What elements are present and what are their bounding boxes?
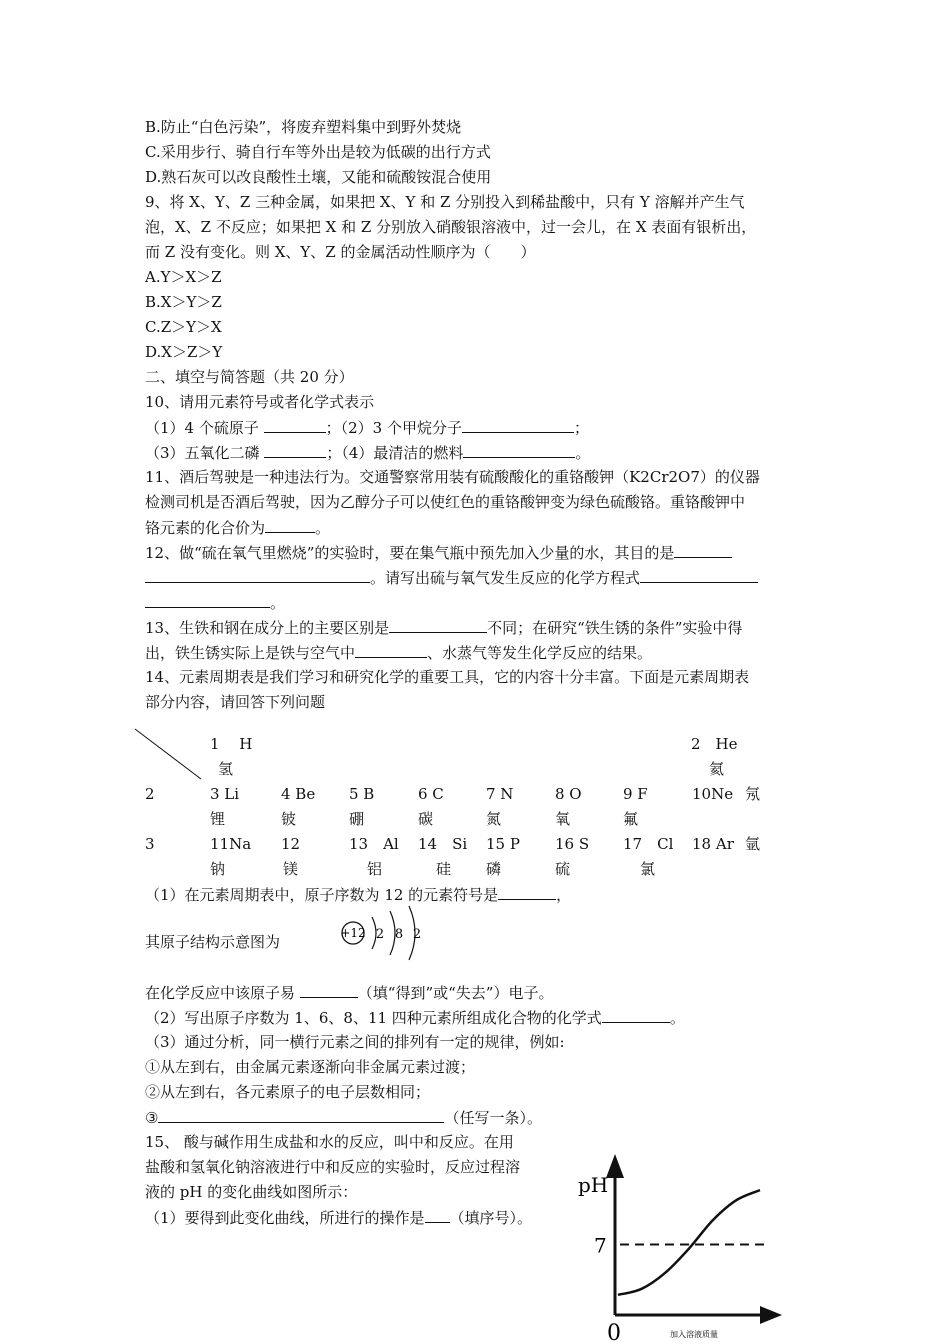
q15-line4-text: （1）要得到此变化曲线，所进行的操作是 bbox=[145, 1209, 425, 1227]
q10-part3-label: （3）五氧化二磷 bbox=[145, 444, 265, 462]
q10-punct1: ； bbox=[573, 419, 589, 437]
element-name: 氯 bbox=[640, 860, 656, 878]
q14-rule2: ②从左到右，各元素原子的电子层数相同； bbox=[145, 1083, 431, 1101]
element-symbol: 7 N bbox=[486, 785, 514, 803]
element-symbol: 18 Ar bbox=[692, 835, 734, 853]
q14-rule1: ①从左到右，由金属元素逐渐向非金属元素过渡； bbox=[145, 1058, 476, 1076]
element-he-symbol: 2 He bbox=[691, 735, 738, 753]
element-name: 铝 bbox=[367, 860, 383, 878]
element-name: 硅 bbox=[436, 860, 452, 878]
q11-line3 bbox=[145, 517, 330, 538]
q14-rule3 bbox=[145, 1107, 542, 1128]
q10-punct2: 。 bbox=[575, 444, 591, 462]
element-name: 硫 bbox=[555, 860, 571, 878]
q13-line1-text-b: 不同；在研究“铁生锈的条件”实验中得 bbox=[487, 619, 743, 637]
q14-part1-punct: ， bbox=[556, 886, 572, 904]
element-symbol: 6 C bbox=[418, 785, 444, 803]
q15-line1: 15、 酸与碱作用生成盐和水的反应，叫中和反应。在用 bbox=[145, 1133, 514, 1151]
q10-part2-label: ；（2）3 个甲烷分子 bbox=[325, 419, 462, 437]
section-title: 二、填空与简答题（共 20 分） bbox=[145, 368, 354, 386]
q14-blank1[interactable] bbox=[498, 884, 556, 900]
q10-blank3[interactable] bbox=[264, 442, 326, 458]
shell-count: 2 bbox=[412, 927, 422, 942]
q12-punct: 。 bbox=[270, 594, 286, 612]
q9-option-c: C.Z＞Y＞X bbox=[145, 318, 222, 336]
q13-line1 bbox=[145, 617, 742, 638]
q13-line2-text-b: 、水蒸气等发生化学反应的结果。 bbox=[427, 644, 653, 662]
q10-blank2[interactable] bbox=[462, 417, 574, 433]
q9-stem-line1: 9、将 X、Y、Z 三种金属，如果把 X、Y 和 Z 分别投入到稀盐酸中，只有 Y 溶解并产生气 bbox=[145, 193, 745, 211]
element-name: 镁 bbox=[283, 860, 299, 878]
element-name: 氖 bbox=[745, 785, 761, 803]
element-h-symbol: 1 H bbox=[210, 735, 253, 753]
q8-option-d: D.熟石灰可以改良酸性土壤，又能和硫酸铵混合使用 bbox=[145, 168, 492, 186]
element-name: 磷 bbox=[486, 860, 502, 878]
element-symbol: 17 Cl bbox=[623, 835, 674, 853]
element-h-name: 氢 bbox=[218, 760, 234, 778]
ph-curve-chart bbox=[570, 1150, 790, 1344]
ph-7-label: 7 bbox=[594, 1233, 607, 1258]
q13-line2 bbox=[145, 642, 652, 663]
q12-blank1[interactable] bbox=[674, 542, 732, 558]
q13-line1-text-a: 13、生铁和钢在成分上的主要区别是 bbox=[145, 619, 390, 637]
q15-line4-text-b: （填序号）。 bbox=[449, 1209, 533, 1227]
element-symbol: 5 B bbox=[349, 785, 375, 803]
shell-count: 8 bbox=[394, 927, 404, 942]
q13-blank1[interactable] bbox=[389, 617, 487, 633]
q11-line3-text: 铬元素的化合价为 bbox=[145, 519, 266, 537]
nucleus-label: +12 bbox=[340, 926, 366, 940]
element-symbol: 15 P bbox=[486, 835, 520, 853]
x-axis-label: 加入溶液质量 bbox=[670, 1330, 718, 1339]
q10-line2 bbox=[145, 442, 590, 463]
q10-line1 bbox=[145, 417, 589, 438]
element-symbol: 10Ne bbox=[692, 785, 734, 803]
element-name: 氧 bbox=[555, 810, 571, 828]
q14-rule3-marker: ③ bbox=[145, 1109, 159, 1127]
q9-stem-line2: 泡，X、Z 不反应；如果把 X 和 Z 分别放入硝酸银溶液中，过一会儿，在 X 表面有银析出， bbox=[145, 218, 757, 236]
q14-part1-text-c: （填“得到”或“失去”）电子。 bbox=[357, 984, 554, 1002]
q15-blank1[interactable] bbox=[425, 1207, 450, 1223]
q14-blank2[interactable] bbox=[300, 982, 358, 998]
q14-rule3-text: （任写一条）。 bbox=[444, 1109, 542, 1127]
q9-option-d: D.X＞Z＞Y bbox=[145, 343, 223, 361]
ph-curve-line bbox=[618, 1190, 760, 1295]
element-name: 硼 bbox=[349, 810, 365, 828]
q14-part2-punct: 。 bbox=[669, 1009, 685, 1027]
q9-option-a: A.Y＞X＞Z bbox=[145, 268, 222, 286]
q12-line3 bbox=[145, 592, 285, 613]
y-axis-label: pH bbox=[578, 1173, 609, 1197]
q15-line2: 盐酸和氢氧化钠溶液进行中和反应的实验时，反应过程溶 bbox=[145, 1158, 521, 1176]
q13-blank2[interactable] bbox=[355, 642, 427, 658]
q12-line2-text: 。请写出硫与氧气发生反应的化学方程式 bbox=[370, 569, 641, 587]
q8-option-b: B.防止“白色污染”，将废弃塑料集中到野外焚烧 bbox=[145, 118, 462, 136]
q12-line1 bbox=[145, 542, 732, 563]
q13-line2-text-a: 出，铁生锈实际上是铁与空气中 bbox=[145, 644, 356, 662]
q11-punct: 。 bbox=[315, 519, 331, 537]
q15-line3: 液的 pH 的变化曲线如图所示： bbox=[145, 1183, 358, 1201]
period-3-label: 3 bbox=[145, 835, 155, 853]
q14-part3: （3）通过分析，同一横行元素之间的排列有一定的规律，例如: bbox=[145, 1033, 565, 1051]
q14-part1-line2: 其原子结构示意图为 bbox=[145, 933, 281, 951]
q8-option-c: C.采用步行、骑自行车等外出是较为低碳的出行方式 bbox=[145, 143, 491, 161]
q15-line4 bbox=[145, 1207, 532, 1228]
q12-blank1-cont[interactable] bbox=[145, 567, 370, 583]
element-symbol: 12 bbox=[281, 835, 301, 853]
element-symbol: 11Na bbox=[210, 835, 252, 853]
q10-stem: 10、请用元素符号或者化学式表示 bbox=[145, 393, 375, 411]
q10-blank1[interactable] bbox=[264, 417, 326, 433]
element-name: 氩 bbox=[745, 835, 761, 853]
q14-part1-line3 bbox=[145, 982, 553, 1003]
q11-line1: 11、酒后驾驶是一种违法行为。交通警察常用装有硫酸酸化的重铬酸钾（K2Cr2O7）的仪器 bbox=[145, 468, 760, 486]
q14-line2: 部分内容，请回答下列问题 bbox=[145, 693, 326, 711]
q14-blank4[interactable] bbox=[158, 1107, 444, 1123]
element-he-name: 氦 bbox=[709, 760, 725, 778]
element-name: 氮 bbox=[486, 810, 502, 828]
atom-structure-diagram bbox=[335, 902, 435, 964]
element-name: 钠 bbox=[210, 860, 226, 878]
q12-line2 bbox=[145, 567, 758, 588]
q11-blank[interactable] bbox=[265, 517, 315, 533]
element-symbol: 3 Li bbox=[210, 785, 240, 803]
element-symbol: 14 Si bbox=[418, 835, 468, 853]
element-symbol: 13 Al bbox=[349, 835, 399, 853]
y-axis-arrow bbox=[606, 1154, 624, 1178]
q10-part4-label: ；（4）最清洁的燃料 bbox=[326, 444, 464, 462]
q12-blank2-cont[interactable] bbox=[145, 592, 270, 608]
q14-part2 bbox=[145, 1007, 685, 1028]
element-symbol: 9 F bbox=[623, 785, 648, 803]
table-header-diagonal bbox=[133, 727, 205, 783]
origin-label: 0 bbox=[607, 1321, 621, 1344]
period-2-label: 2 bbox=[145, 785, 155, 803]
q11-line2: 检测司机是否酒后驾驶，因为乙醇分子可以使红色的重铬酸钾变为绿色硫酸铬。重铬酸钾中 bbox=[145, 493, 746, 511]
q14-part2-text: （2）写出原子序数为 1、6、8、11 四种元素所组成化合物的化学式 bbox=[145, 1009, 602, 1027]
q12-blank2[interactable] bbox=[640, 567, 758, 583]
x-axis-arrow bbox=[760, 1306, 782, 1324]
element-symbol: 8 O bbox=[555, 785, 582, 803]
q10-part1-label: （1）4 个硫原子 bbox=[145, 419, 264, 437]
element-name: 氟 bbox=[623, 810, 639, 828]
element-name: 锂 bbox=[210, 810, 226, 828]
q14-part1-text-b: 在化学反应中该原子易 bbox=[145, 984, 300, 1002]
q14-part1-text: （1）在元素周期表中，原子序数为 12 的元素符号是 bbox=[145, 886, 499, 904]
element-symbol: 4 Be bbox=[281, 785, 316, 803]
element-symbol: 16 S bbox=[555, 835, 590, 853]
element-name: 铍 bbox=[281, 810, 297, 828]
q10-blank4[interactable] bbox=[463, 442, 575, 458]
q12-line1-text: 12、做“硫在氧气里燃烧”的实验时，要在集气瓶中预先加入少量的水，其目的是 bbox=[145, 544, 675, 562]
shell-count: 2 bbox=[375, 927, 385, 942]
q14-blank3[interactable] bbox=[602, 1007, 670, 1023]
q9-option-b: B.X＞Y＞Z bbox=[145, 293, 222, 311]
element-name: 碳 bbox=[418, 810, 434, 828]
q9-stem-line3: 而 Z 没有变化。则 X、Y、Z 的金属活动性顺序为（ ） bbox=[145, 243, 536, 261]
q14-line1: 14、元素周期表是我们学习和研究化学的重要工具，它的内容十分丰富。下面是元素周期表 bbox=[145, 668, 750, 686]
